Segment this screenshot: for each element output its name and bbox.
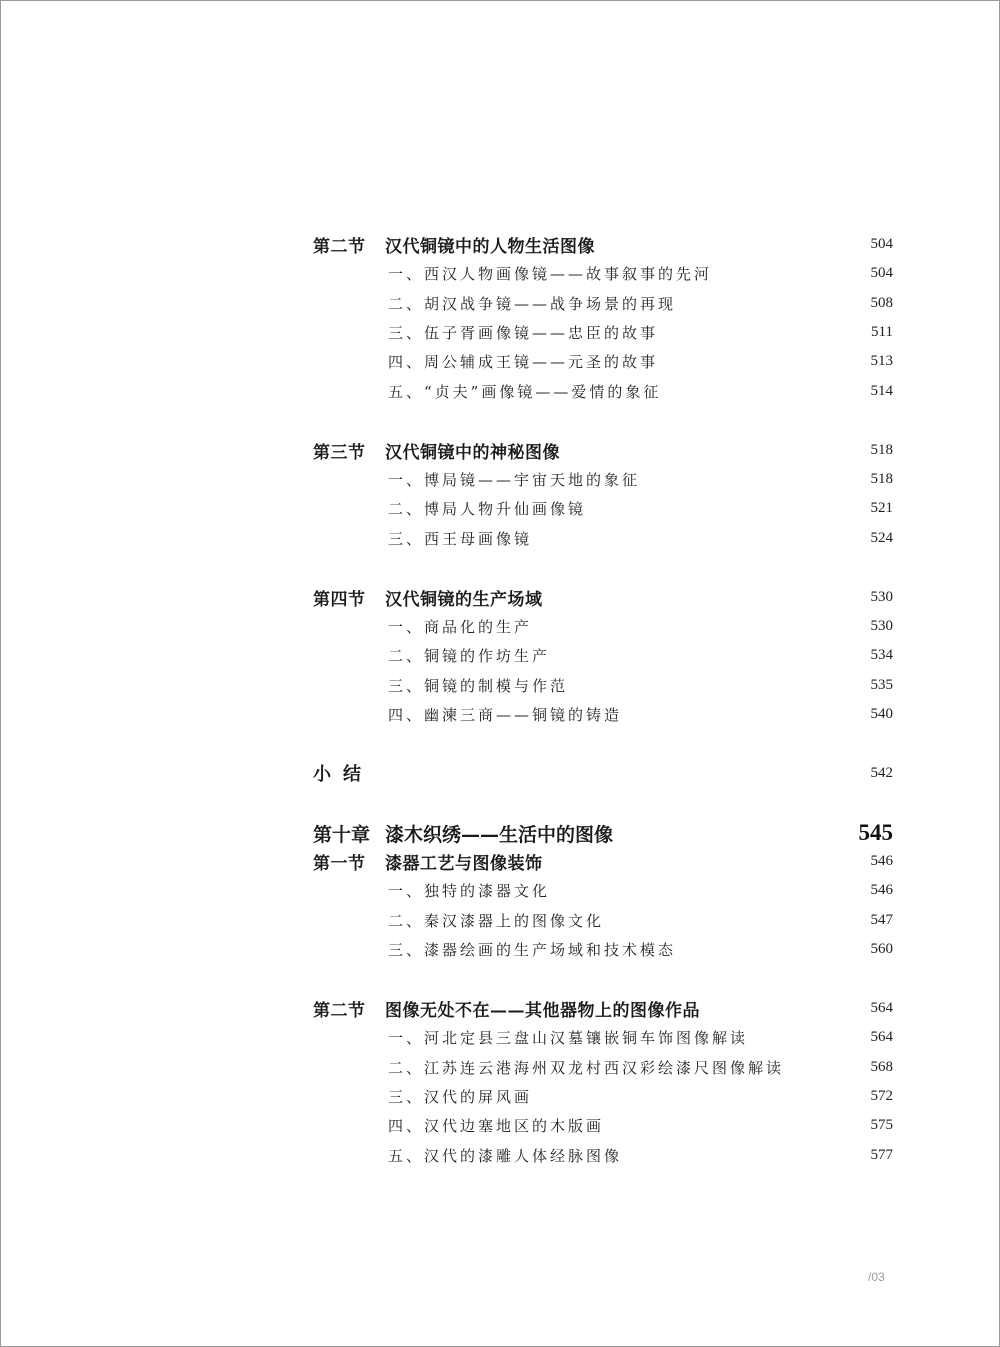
page-number: 564 — [870, 1028, 893, 1045]
item-title: 五、“贞夫”画像镜——爱情的象征 — [388, 382, 662, 401]
chapter-number: 第十章 — [313, 823, 371, 846]
item-title: 三、铜镜的制模与作范 — [388, 676, 569, 695]
item-title: 五、汉代的漆雕人体经脉图像 — [388, 1146, 623, 1165]
section-title: 汉代铜镜中的人物生活图像 — [385, 236, 595, 257]
section-title: 漆器工艺与图像装饰 — [385, 853, 543, 874]
section-number: 第四节 — [313, 589, 366, 610]
toc-section[interactable] — [313, 585, 893, 609]
page-number: 508 — [870, 294, 893, 311]
page-number: 546 — [870, 881, 893, 898]
page-number: 564 — [870, 999, 893, 1016]
toc-item[interactable] — [388, 379, 893, 403]
chapter-title: 漆木织绣——生活中的图像 — [385, 823, 614, 846]
item-title: 二、胡汉战争镜——战争场景的再现 — [388, 294, 677, 313]
toc-item[interactable] — [388, 1084, 893, 1108]
page-number: 534 — [870, 646, 893, 663]
folio-page-number: /03 — [868, 1270, 885, 1284]
page-number: 546 — [870, 852, 893, 869]
toc-item[interactable] — [388, 702, 893, 726]
toc-item[interactable] — [388, 320, 893, 344]
toc-summary[interactable] — [313, 761, 893, 785]
section-title: 汉代铜镜中的神秘图像 — [385, 442, 560, 463]
item-title: 二、铜镜的作坊生产 — [388, 646, 551, 665]
item-title: 四、汉代边塞地区的木版画 — [388, 1116, 605, 1135]
toc-item[interactable] — [388, 908, 893, 932]
page-number: 577 — [870, 1146, 893, 1163]
toc-item[interactable] — [388, 937, 893, 961]
section-number: 第二节 — [313, 1000, 366, 1021]
toc-item[interactable] — [388, 1055, 893, 1079]
toc-section[interactable] — [313, 438, 893, 462]
toc-item[interactable] — [388, 1025, 893, 1049]
page-number: 575 — [870, 1116, 893, 1133]
toc-item[interactable] — [388, 673, 893, 697]
toc-item[interactable] — [388, 467, 893, 491]
toc-chapter[interactable] — [313, 818, 893, 848]
page-number: 530 — [870, 617, 893, 634]
page-number: 524 — [870, 529, 893, 546]
section-number: 第三节 — [313, 442, 366, 463]
toc-item[interactable] — [388, 1143, 893, 1167]
item-title: 二、秦汉漆器上的图像文化 — [388, 911, 605, 930]
page-number: 530 — [870, 588, 893, 605]
toc-section[interactable] — [313, 996, 893, 1020]
page-number: 572 — [870, 1087, 893, 1104]
page-number: 545 — [858, 820, 893, 845]
page-number: 511 — [871, 323, 893, 340]
item-title: 三、汉代的屏风画 — [388, 1087, 533, 1106]
item-title: 二、江苏连云港海州双龙村西汉彩绘漆尺图像解读 — [388, 1058, 785, 1077]
item-title: 四、周公辅成王镜——元圣的故事 — [388, 352, 659, 371]
page-number: 547 — [870, 911, 893, 928]
item-title: 一、西汉人物画像镜——故事叙事的先河 — [388, 264, 713, 283]
item-title: 四、幽湅三商——铜镜的铸造 — [388, 705, 623, 724]
item-title: 一、河北定县三盘山汉墓镶嵌铜车饰图像解读 — [388, 1028, 749, 1047]
item-title: 二、博局人物升仙画像镜 — [388, 499, 587, 518]
item-title: 一、商品化的生产 — [388, 617, 533, 636]
item-title: 一、独特的漆器文化 — [388, 881, 551, 900]
toc-item[interactable] — [388, 496, 893, 520]
page-number: 504 — [870, 264, 893, 281]
item-title: 三、西王母画像镜 — [388, 529, 533, 548]
page-number: 542 — [870, 764, 893, 781]
toc-section[interactable] — [313, 232, 893, 256]
toc-item[interactable] — [388, 878, 893, 902]
page-number: 535 — [870, 676, 893, 693]
toc-item[interactable] — [388, 614, 893, 638]
toc-item[interactable] — [388, 349, 893, 373]
toc-item[interactable] — [388, 526, 893, 550]
page-number: 513 — [870, 352, 893, 369]
page-number: 521 — [870, 499, 893, 516]
toc-item[interactable] — [388, 291, 893, 315]
page-number: 568 — [870, 1058, 893, 1075]
toc-section[interactable] — [313, 849, 893, 873]
page-number: 560 — [870, 940, 893, 957]
section-number: 第一节 — [313, 853, 366, 874]
section-title: 图像无处不在——其他器物上的图像作品 — [385, 1000, 700, 1021]
page-number: 504 — [870, 235, 893, 252]
toc-item[interactable] — [388, 261, 893, 285]
toc-item[interactable] — [388, 643, 893, 667]
item-title: 三、伍子胥画像镜——忠臣的故事 — [388, 323, 659, 342]
summary-title: 小结 — [313, 764, 373, 785]
page-number: 514 — [870, 382, 893, 399]
page-number: 518 — [870, 441, 893, 458]
item-title: 三、漆器绘画的生产场域和技术模态 — [388, 940, 677, 959]
section-title: 汉代铜镜的生产场域 — [385, 589, 543, 610]
page-number: 518 — [870, 470, 893, 487]
page-number: 540 — [870, 705, 893, 722]
section-number: 第二节 — [313, 236, 366, 257]
toc-item[interactable] — [388, 1113, 893, 1137]
item-title: 一、博局镜——宇宙天地的象征 — [388, 470, 641, 489]
